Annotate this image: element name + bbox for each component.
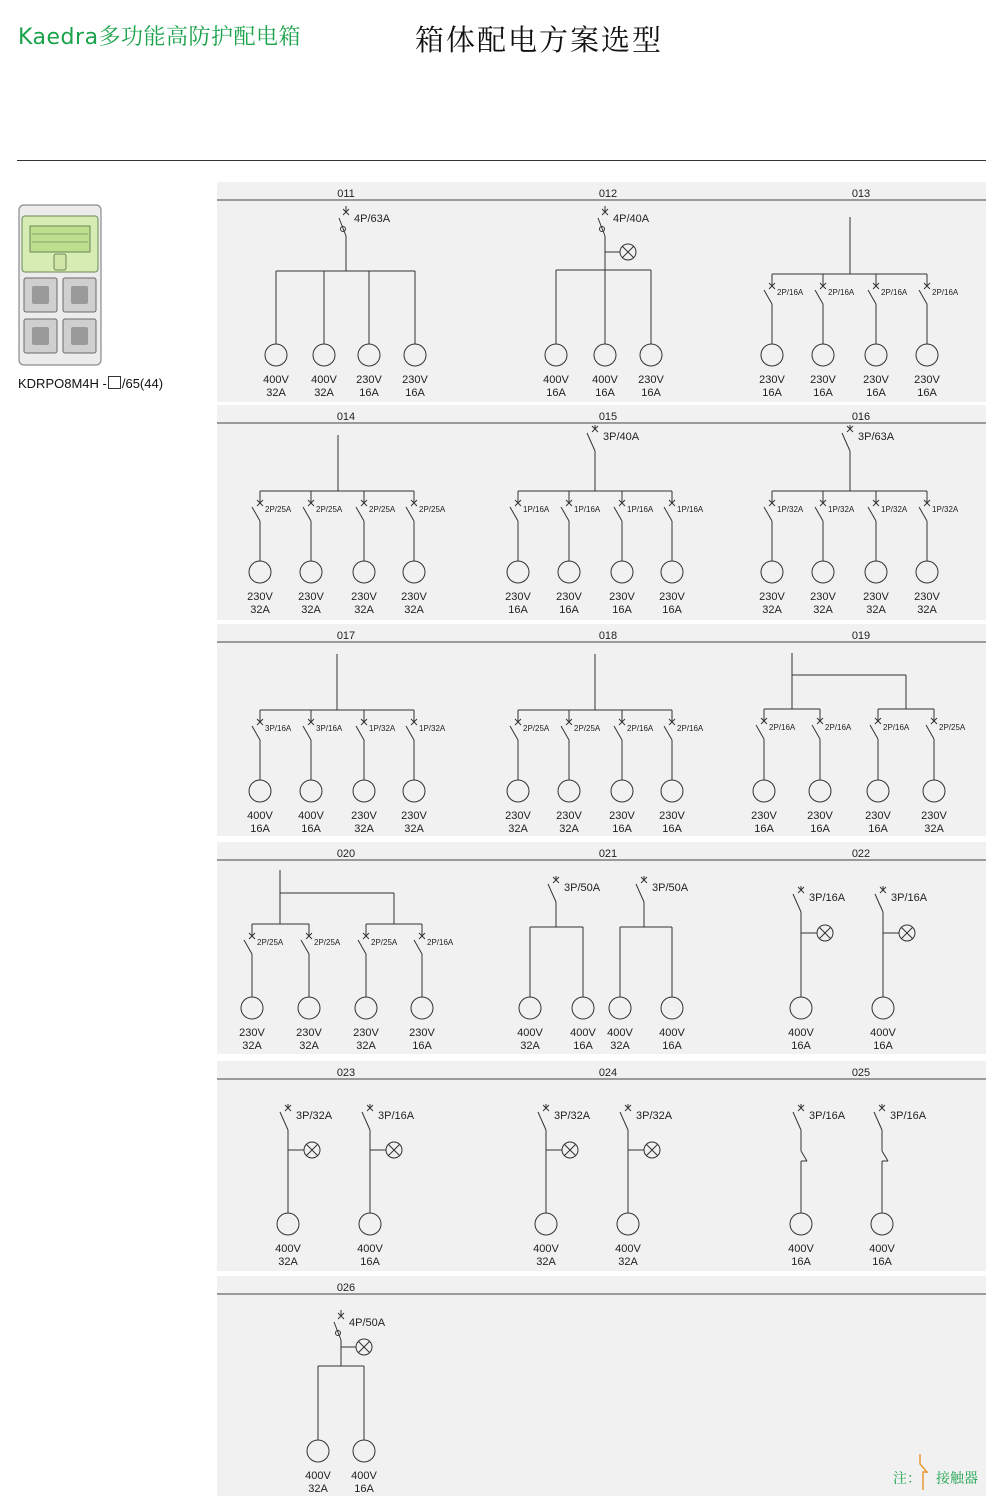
scheme-id: 026 xyxy=(336,1282,356,1294)
scheme-id: 020 xyxy=(336,848,356,860)
outlet-voltage: 400V xyxy=(311,374,337,386)
outlet-voltage: 230V xyxy=(759,591,785,603)
breaker-rating: 2P/16A xyxy=(769,723,796,732)
outlet-voltage: 230V xyxy=(401,810,427,822)
breaker-rating: 4P/50A xyxy=(349,1317,386,1329)
outlet-current: 16A xyxy=(612,823,632,835)
outlet-current: 32A xyxy=(404,604,424,616)
breaker-rating: 2P/25A xyxy=(265,505,292,514)
outlet-voltage: 400V xyxy=(870,1027,896,1039)
outlet-current: 16A xyxy=(813,387,833,399)
breaker-rating: 2P/16A xyxy=(828,288,855,297)
outlet-voltage: 230V xyxy=(609,810,635,822)
breaker-rating: 2P/25A xyxy=(369,505,396,514)
note-prefix: 注： xyxy=(893,1471,921,1487)
scheme-id: 017 xyxy=(336,630,356,642)
outlet-current: 32A xyxy=(520,1040,540,1052)
outlet-voltage: 400V xyxy=(357,1243,383,1255)
breaker-rating: 2P/16A xyxy=(427,938,454,947)
outlet-current: 32A xyxy=(356,1040,376,1052)
scheme-id: 015 xyxy=(598,411,618,423)
outlet-current: 16A xyxy=(595,387,615,399)
breaker-rating: 4P/40A xyxy=(613,213,650,225)
outlet-current: 16A xyxy=(546,387,566,399)
outlet-current: 32A xyxy=(536,1256,556,1268)
scheme-id: 013 xyxy=(851,188,871,200)
outlet-voltage: 400V xyxy=(869,1243,895,1255)
outlet-voltage: 400V xyxy=(543,374,569,386)
breaker-rating: 2P/25A xyxy=(523,724,550,733)
outlet-current: 16A xyxy=(791,1040,811,1052)
outlet-current: 16A xyxy=(360,1256,380,1268)
outlet-voltage: 400V xyxy=(533,1243,559,1255)
outlet-voltage: 230V xyxy=(409,1027,435,1039)
outlet-voltage: 400V xyxy=(517,1027,543,1039)
outlet-current: 16A xyxy=(791,1256,811,1268)
breaker-rating: 4P/63A xyxy=(354,213,391,225)
outlet-voltage: 230V xyxy=(914,591,940,603)
outlet-voltage: 230V xyxy=(659,810,685,822)
breaker-rating: 1P/32A xyxy=(881,505,908,514)
scheme-id: 024 xyxy=(598,1067,618,1079)
outlet-voltage: 400V xyxy=(615,1243,641,1255)
scheme-panel xyxy=(217,182,986,402)
scheme-id: 022 xyxy=(851,848,871,860)
outlet-voltage: 230V xyxy=(863,374,889,386)
outlet-current: 16A xyxy=(612,604,632,616)
outlet-current: 32A xyxy=(301,604,321,616)
breaker-rating: 2P/16A xyxy=(677,724,704,733)
outlet-current: 32A xyxy=(266,387,286,399)
outlet-voltage: 400V xyxy=(275,1243,301,1255)
breaker-rating: 2P/16A xyxy=(883,723,910,732)
outlet-voltage: 230V xyxy=(759,374,785,386)
outlet-current: 16A xyxy=(662,823,682,835)
page-title: 箱体配电方案选型 xyxy=(415,23,664,57)
breaker-rating: 1P/16A xyxy=(523,505,550,514)
outlet-voltage: 230V xyxy=(505,591,531,603)
outlet-current: 32A xyxy=(308,1483,328,1495)
outlet-current: 32A xyxy=(559,823,579,835)
outlet-current: 16A xyxy=(573,1040,593,1052)
outlet-voltage: 230V xyxy=(353,1027,379,1039)
outlet-current: 32A xyxy=(610,1040,630,1052)
breaker-rating: 3P/16A xyxy=(378,1110,415,1122)
outlet-current: 16A xyxy=(250,823,270,835)
outlet-current: 32A xyxy=(917,604,937,616)
breaker-rating: 1P/16A xyxy=(677,505,704,514)
outlet-current: 16A xyxy=(662,604,682,616)
outlet-current: 16A xyxy=(559,604,579,616)
outlet-voltage: 400V xyxy=(592,374,618,386)
outlet-current: 32A xyxy=(250,604,270,616)
outlet-voltage: 400V xyxy=(298,810,324,822)
breaker-rating: 3P/16A xyxy=(265,724,292,733)
breaker-rating: 2P/25A xyxy=(939,723,966,732)
scheme-id: 021 xyxy=(598,848,618,860)
scheme-panel xyxy=(217,842,986,1054)
breaker-rating: 2P/25A xyxy=(371,938,398,947)
outlet-current: 16A xyxy=(301,823,321,835)
contactor-symbol-icon xyxy=(917,1452,933,1492)
outlet-current: 16A xyxy=(868,823,888,835)
outlet-voltage: 230V xyxy=(914,374,940,386)
breaker-rating: 1P/32A xyxy=(932,505,959,514)
scheme-id: 014 xyxy=(336,411,356,423)
outlet-voltage: 230V xyxy=(239,1027,265,1039)
outlet-voltage: 400V xyxy=(247,810,273,822)
outlet-current: 32A xyxy=(354,823,374,835)
outlet-current: 16A xyxy=(872,1256,892,1268)
outlet-current: 16A xyxy=(359,387,379,399)
breaker-rating: 2P/16A xyxy=(825,723,852,732)
breaker-rating: 3P/16A xyxy=(890,1110,927,1122)
outlet-voltage: 400V xyxy=(351,1470,377,1482)
outlet-current: 32A xyxy=(813,604,833,616)
breaker-rating: 1P/16A xyxy=(627,505,654,514)
breaker-rating: 1P/32A xyxy=(828,505,855,514)
outlet-voltage: 230V xyxy=(402,374,428,386)
outlet-current: 16A xyxy=(754,823,774,835)
breaker-rating: 3P/50A xyxy=(652,882,689,894)
outlet-voltage: 230V xyxy=(401,591,427,603)
outlet-current: 32A xyxy=(762,604,782,616)
outlet-voltage: 230V xyxy=(351,591,377,603)
breaker-rating: 3P/40A xyxy=(603,431,640,443)
outlet-voltage: 400V xyxy=(788,1027,814,1039)
outlet-voltage: 400V xyxy=(659,1027,685,1039)
breaker-rating: 2P/16A xyxy=(777,288,804,297)
breaker-rating: 3P/63A xyxy=(858,431,895,443)
breaker-rating: 3P/32A xyxy=(296,1110,333,1122)
outlet-voltage: 230V xyxy=(247,591,273,603)
outlet-current: 16A xyxy=(412,1040,432,1052)
breaker-rating: 3P/50A xyxy=(564,882,601,894)
breaker-rating: 1P/32A xyxy=(369,724,396,733)
outlet-current: 16A xyxy=(762,387,782,399)
brand-title: Kaedra多功能高防护配电箱 xyxy=(18,25,302,50)
breaker-rating: 2P/25A xyxy=(419,505,446,514)
outlet-voltage: 230V xyxy=(609,591,635,603)
outlet-current: 16A xyxy=(866,387,886,399)
scheme-id: 011 xyxy=(337,188,355,200)
outlet-voltage: 230V xyxy=(296,1027,322,1039)
outlet-voltage: 400V xyxy=(305,1470,331,1482)
breaker-rating: 1P/16A xyxy=(574,505,601,514)
scheme-id: 025 xyxy=(851,1067,871,1079)
outlet-current: 16A xyxy=(508,604,528,616)
outlet-voltage: 400V xyxy=(788,1243,814,1255)
outlet-current: 32A xyxy=(924,823,944,835)
outlet-voltage: 230V xyxy=(638,374,664,386)
outlet-voltage: 230V xyxy=(810,591,836,603)
breaker-rating: 3P/16A xyxy=(891,892,928,904)
outlet-voltage: 230V xyxy=(863,591,889,603)
outlet-voltage: 230V xyxy=(351,810,377,822)
breaker-rating: 3P/32A xyxy=(636,1110,673,1122)
outlet-voltage: 230V xyxy=(810,374,836,386)
outlet-current: 32A xyxy=(299,1040,319,1052)
outlet-current: 16A xyxy=(917,387,937,399)
outlet-voltage: 230V xyxy=(921,810,947,822)
model-prefix: KDRPO8M4H - xyxy=(18,376,107,391)
outlet-current: 16A xyxy=(662,1040,682,1052)
scheme-id: 016 xyxy=(851,411,871,423)
outlet-current: 16A xyxy=(873,1040,893,1052)
note-contactor-label: 接触器 xyxy=(936,1471,978,1487)
scheme-panel xyxy=(217,1061,986,1271)
breaker-rating: 2P/16A xyxy=(881,288,908,297)
outlet-current: 32A xyxy=(354,604,374,616)
scheme-id: 018 xyxy=(598,630,618,642)
model-suffix: /65(44) xyxy=(121,376,164,391)
outlet-voltage: 400V xyxy=(570,1027,596,1039)
breaker-rating: 2P/25A xyxy=(316,505,343,514)
outlet-voltage: 230V xyxy=(807,810,833,822)
outlet-current: 32A xyxy=(278,1256,298,1268)
outlet-voltage: 230V xyxy=(505,810,531,822)
outlet-voltage: 400V xyxy=(263,374,289,386)
breaker-rating: 1P/32A xyxy=(419,724,446,733)
outlet-current: 32A xyxy=(242,1040,262,1052)
outlet-current: 32A xyxy=(314,387,334,399)
breaker-rating: 3P/16A xyxy=(809,892,846,904)
outlet-voltage: 230V xyxy=(865,810,891,822)
breaker-rating: 3P/16A xyxy=(809,1110,846,1122)
scheme-id: 012 xyxy=(598,188,618,200)
breaker-rating: 2P/25A xyxy=(574,724,601,733)
outlet-current: 32A xyxy=(866,604,886,616)
outlet-current: 32A xyxy=(618,1256,638,1268)
outlet-current: 32A xyxy=(508,823,528,835)
breaker-rating: 3P/16A xyxy=(316,724,343,733)
outlet-current: 32A xyxy=(404,823,424,835)
breaker-rating: 2P/25A xyxy=(257,938,284,947)
outlet-voltage: 230V xyxy=(556,591,582,603)
scheme-id: 019 xyxy=(851,630,871,642)
outlet-current: 16A xyxy=(810,823,830,835)
breaker-rating: 2P/25A xyxy=(314,938,341,947)
breaker-rating: 2P/16A xyxy=(627,724,654,733)
breaker-rating: 3P/32A xyxy=(554,1110,591,1122)
outlet-voltage: 230V xyxy=(356,374,382,386)
outlet-voltage: 400V xyxy=(607,1027,633,1039)
outlet-voltage: 230V xyxy=(556,810,582,822)
scheme-id: 023 xyxy=(336,1067,356,1079)
outlet-current: 16A xyxy=(641,387,661,399)
breaker-rating: 2P/16A xyxy=(932,288,959,297)
outlet-voltage: 230V xyxy=(751,810,777,822)
outlet-current: 16A xyxy=(354,1483,374,1495)
outlet-voltage: 230V xyxy=(298,591,324,603)
scheme-panel xyxy=(217,1276,986,1496)
outlet-current: 16A xyxy=(405,387,425,399)
breaker-rating: 1P/32A xyxy=(777,505,804,514)
outlet-voltage: 230V xyxy=(659,591,685,603)
